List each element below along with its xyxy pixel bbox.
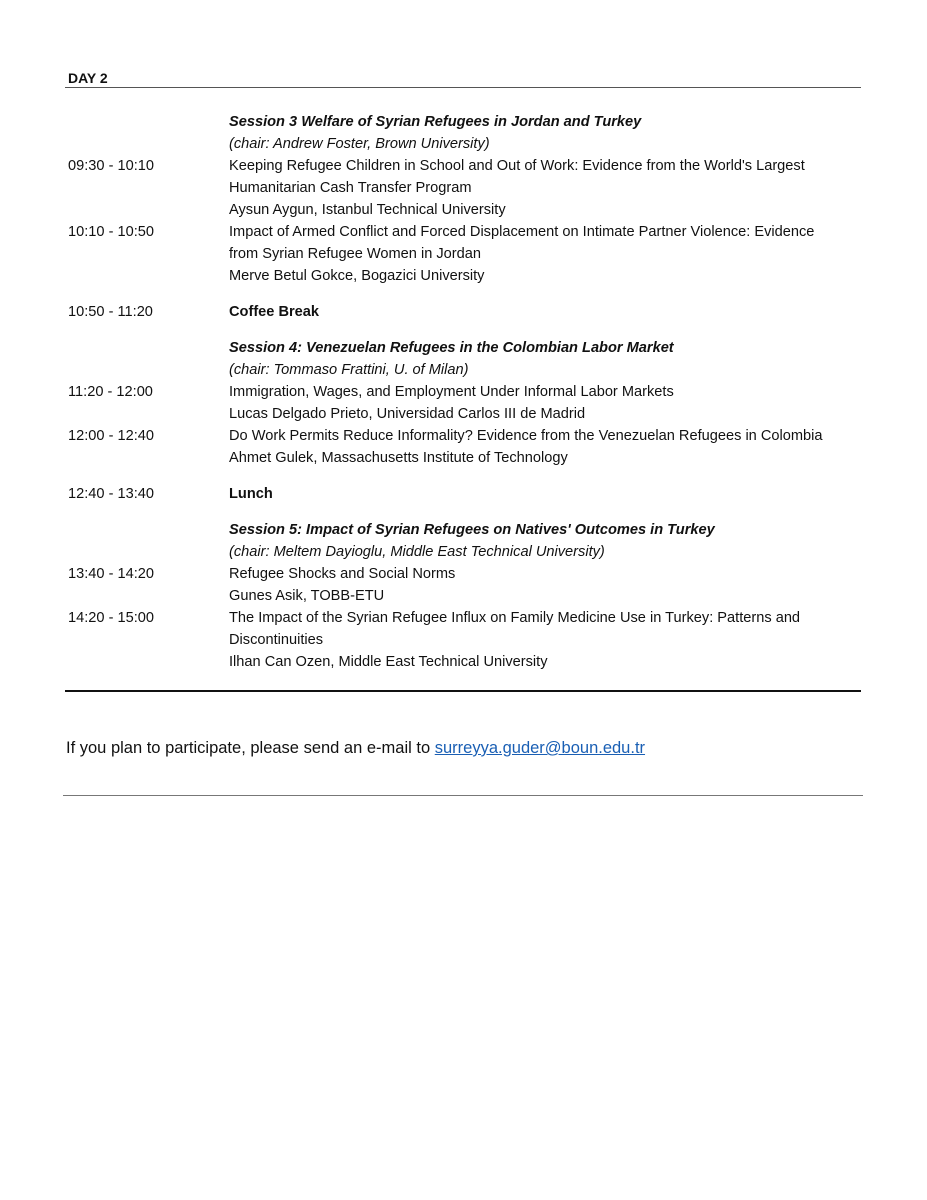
session-4-title: Session 4: Venezuelan Refugees in the Colombian Labor Market xyxy=(229,340,674,356)
talk-time: 12:00 - 12:40 xyxy=(68,428,155,444)
participation-text: If you plan to participate, please send an e-mail to xyxy=(66,739,435,757)
spacer xyxy=(0,287,927,301)
talk-row xyxy=(0,447,927,469)
coffee-break-row xyxy=(0,301,927,323)
session-3-title: Session 3 Welfare of Syrian Refugees in Jordan and Turkey xyxy=(229,114,642,130)
day-heading: DAY 2 xyxy=(68,70,108,86)
talk-time: 13:40 - 14:20 xyxy=(68,566,155,582)
session-3-chair-row xyxy=(0,133,927,155)
session-5-chair: (chair: Meltem Dayioglu, Middle East Technical University) xyxy=(229,544,605,560)
talk-title: Impact of Armed Conflict and Forced Displacement on Intimate Partner Violence: Evidence xyxy=(229,224,815,240)
schedule xyxy=(0,111,927,673)
talk-title: Keeping Refugee Children in School and Out of Work: Evidence from the World's Largest xyxy=(229,158,805,174)
talk-title: from Syrian Refugee Women in Jordan xyxy=(229,246,481,262)
talk-speaker: Merve Betul Gokce, Bogazici University xyxy=(229,268,485,284)
talk-row xyxy=(0,381,927,403)
coffee-break-time: 10:50 - 11:20 xyxy=(68,304,153,320)
talk-row xyxy=(0,155,927,177)
spacer xyxy=(0,323,927,337)
talk-time: 10:10 - 10:50 xyxy=(68,224,155,240)
talk-row xyxy=(0,607,927,629)
talk-row xyxy=(0,403,927,425)
talk-title: Refugee Shocks and Social Norms xyxy=(229,566,456,582)
talk-title: Immigration, Wages, and Employment Under Informal Labor Markets xyxy=(229,384,674,400)
session-4-chair-row xyxy=(0,359,927,381)
talk-row xyxy=(0,265,927,287)
talk-time: 14:20 - 15:00 xyxy=(68,610,155,626)
talk-row xyxy=(0,221,927,243)
lunch-time: 12:40 - 13:40 xyxy=(68,486,155,502)
talk-title: The Impact of the Syrian Refugee Influx on Family Medicine Use in Turkey: Patterns and xyxy=(229,610,801,626)
session-3-title-row xyxy=(0,111,927,133)
footer-divider xyxy=(63,795,863,796)
talk-speaker: Ilhan Can Ozen, Middle East Technical University xyxy=(229,654,548,670)
session-5-title-row xyxy=(0,519,927,541)
bottom-divider xyxy=(65,690,861,692)
session-5-chair-row xyxy=(0,541,927,563)
talk-time: 11:20 - 12:00 xyxy=(68,384,153,400)
talk-row xyxy=(0,243,927,265)
session-3-chair: (chair: Andrew Foster, Brown University) xyxy=(229,136,490,152)
talk-speaker: Lucas Delgado Prieto, Universidad Carlos III de Madrid xyxy=(229,406,586,422)
talk-row xyxy=(0,425,927,447)
talk-speaker: Gunes Asik, TOBB-ETU xyxy=(229,588,385,604)
email-link[interactable]: surreyya.guder@boun.edu.tr xyxy=(434,739,646,757)
spacer xyxy=(0,505,927,519)
coffee-break-label: Coffee Break xyxy=(229,304,320,320)
participation-note xyxy=(66,737,645,759)
session-5-title: Session 5: Impact of Syrian Refugees on Natives' Outcomes in Turkey xyxy=(229,522,715,538)
talk-speaker: Aysun Aygun, Istanbul Technical University xyxy=(229,202,506,218)
talk-row xyxy=(0,199,927,221)
session-4-title-row xyxy=(0,337,927,359)
talk-speaker: Ahmet Gulek, Massachusetts Institute of Technology xyxy=(229,450,568,466)
lunch-row xyxy=(0,483,927,505)
talk-row xyxy=(0,651,927,673)
talk-row xyxy=(0,563,927,585)
talk-time: 09:30 - 10:10 xyxy=(68,158,155,174)
talk-title: Humanitarian Cash Transfer Program xyxy=(229,180,472,196)
talk-row xyxy=(0,177,927,199)
spacer xyxy=(0,469,927,483)
talk-row xyxy=(0,585,927,607)
talk-title: Do Work Permits Reduce Informality? Evidence from the Venezuelan Refugees in Colombia xyxy=(229,428,823,444)
talk-row xyxy=(0,629,927,651)
session-4-chair: (chair: Tommaso Frattini, U. of Milan) xyxy=(229,362,469,378)
top-divider xyxy=(65,87,861,88)
lunch-label: Lunch xyxy=(229,486,273,502)
talk-title: Discontinuities xyxy=(229,632,324,648)
